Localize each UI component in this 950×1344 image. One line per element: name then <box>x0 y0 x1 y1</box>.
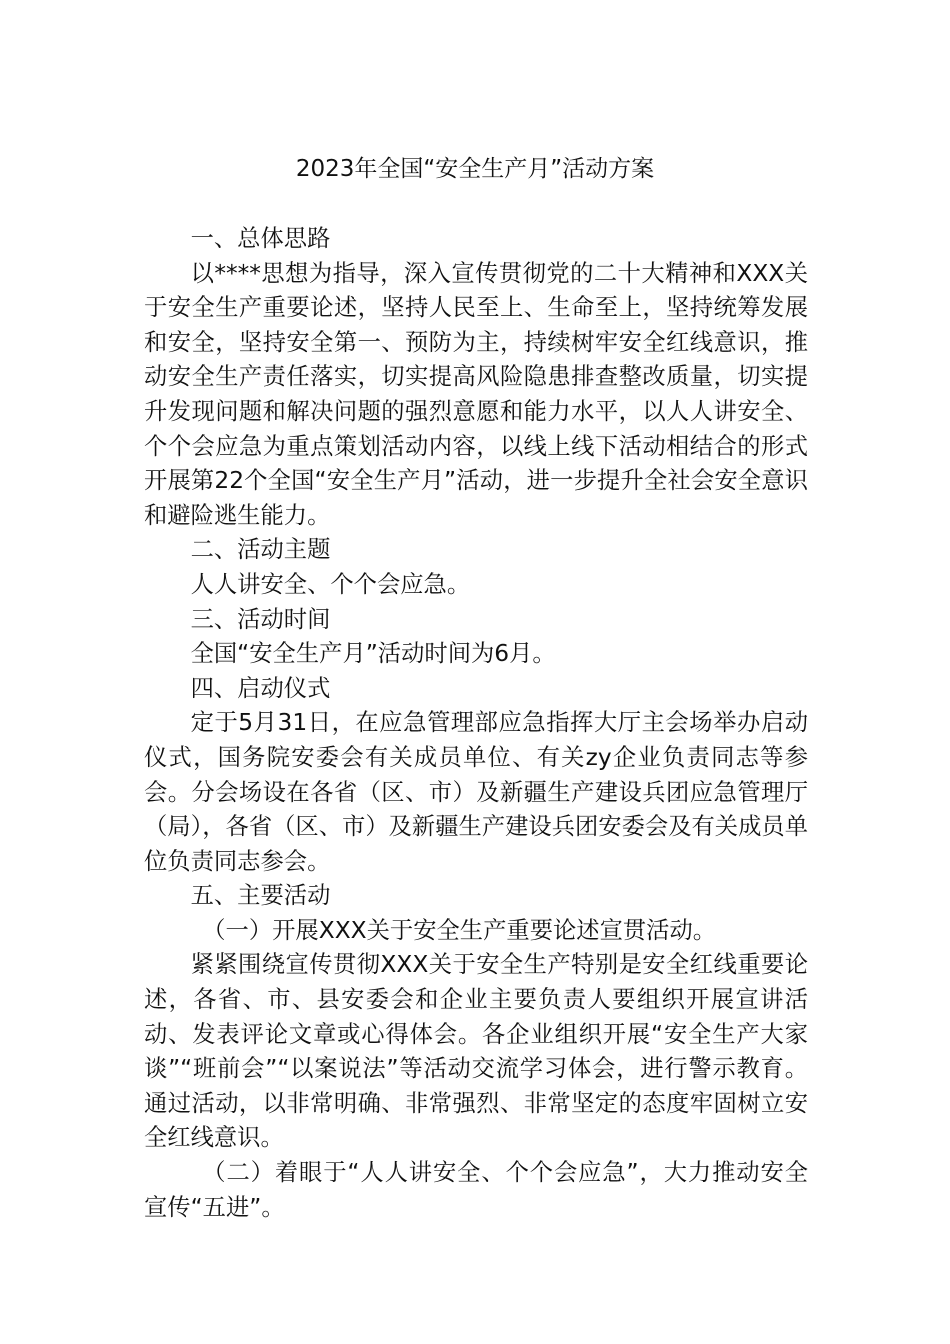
section-heading-launch-ceremony: 四、启动仪式 <box>190 674 331 702</box>
section-body-launch-ceremony: 定于5月31日，在应急管理部应急指挥大厅主会场举办启动仪式，国务院安委会有关成员单位、有关zy企业负责同志等参会。分会场设在各省（区、市）及新疆生产建设兵团应急管理厅（局），各省（区、市）及新疆生产建设兵团安委会及有关成员单位负责同志参会。 <box>144 709 808 875</box>
subsection-heading-1: （一）开展XXX关于安全生产重要论述宣贯活动。 <box>202 916 717 944</box>
section-heading-main-activities: 五、主要活动 <box>190 882 331 910</box>
section-heading-overall-approach: 一、总体思路 <box>190 225 331 252</box>
subsection-body-1: 紧紧围绕宣传贯彻XXX关于安全生产特别是安全红线重要论述，各省、市、县安委会和企业主要负责人要组织开展宣讲活动、发表评论文章或心得体会。各企业组织开展“安全生产大家谈”“班前会”“以案说法”等活动交流学习体会，进行警示教育。通过活动，以非常明确、非常强烈、非常坚定的态度牢固树立安全红线意识。 <box>144 951 808 1152</box>
document-title: 2023年全国“安全生产月”活动方案 <box>295 156 655 182</box>
document-body <box>144 222 808 1225</box>
section-heading-time: 三、活动时间 <box>190 605 331 633</box>
section-heading-theme: 二、活动主题 <box>190 536 331 564</box>
subsection-heading-2: （二）着眼于“人人讲安全、个个会应急”，大力推动安全宣传“五进”。 <box>144 1159 808 1221</box>
section-body-theme: 人人讲安全、个个会应急。 <box>190 570 471 598</box>
section-body-time: 全国“安全生产月”活动时间为6月。 <box>190 640 556 668</box>
section-body-overall-approach: 以****思想为指导，深入宣传贯彻党的二十大精神和XXX关于安全生产重要论述，坚持人民至上、生命至上，坚持统筹发展和安全，坚持安全第一、预防为主，持续树牢安全红线意识，推动安全生产责任落实，切实提高风险隐患排查整改质量，切实提升发现问题和解决问题的强烈意愿和能力水平，以人人讲安全、个个会应急为重点策划活动内容，以线上线下活动相结合的形式开展第22个全国“安全生产月”活动，进一步提升全社会安全意识和避险逃生能力。 <box>144 259 808 529</box>
